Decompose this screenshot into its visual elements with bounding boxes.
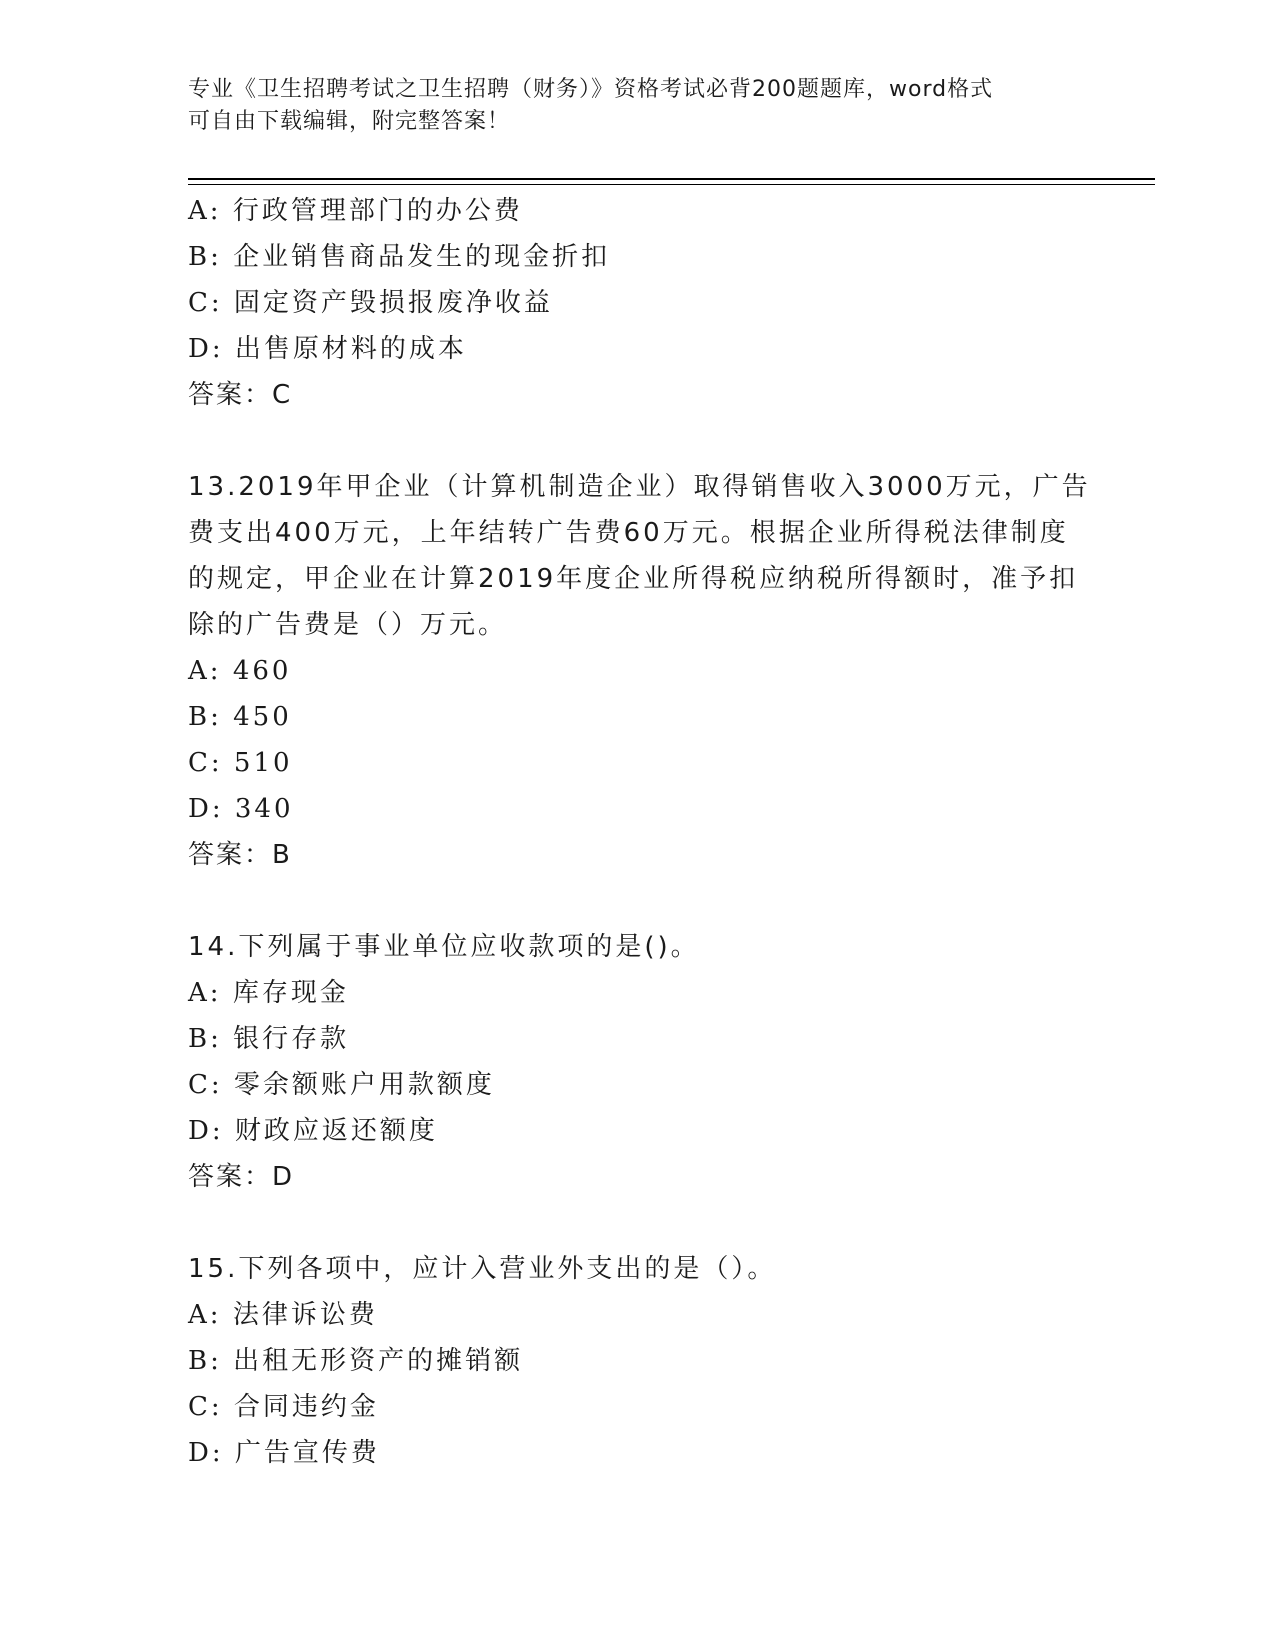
option-letter: C:	[188, 1070, 223, 1100]
option-text: 银行存款	[233, 1024, 350, 1054]
option-a	[188, 970, 1088, 1016]
option-c	[188, 740, 1088, 786]
option-b	[188, 1016, 1088, 1062]
option-c	[188, 280, 1088, 326]
answer-line: 答案：C	[188, 380, 293, 410]
option-letter: A:	[188, 978, 222, 1008]
option-letter: A:	[188, 1300, 222, 1330]
option-b	[188, 1338, 1088, 1384]
option-d	[188, 1108, 1088, 1154]
option-d	[188, 326, 1088, 372]
option-text: 450	[233, 702, 292, 732]
option-text: 出租无形资产的摊销额	[233, 1346, 524, 1376]
option-text: 340	[234, 794, 294, 824]
spacer	[188, 878, 1088, 924]
spacer	[188, 1200, 1088, 1246]
question-list	[188, 188, 1091, 1476]
option-d	[188, 786, 1088, 832]
document-header	[188, 74, 1088, 138]
spacer	[188, 418, 1088, 464]
option-letter: B:	[188, 1346, 222, 1376]
option-text: 合同违约金	[233, 1392, 379, 1422]
option-letter: A:	[188, 196, 222, 226]
option-text: 零余额账户用款额度	[233, 1070, 495, 1100]
option-letter: C:	[188, 1392, 223, 1422]
option-d	[188, 1430, 1088, 1476]
option-letter: C:	[188, 288, 223, 318]
header-line-2: 可自由下载编辑，附完整答案！	[188, 109, 511, 134]
option-a	[188, 188, 1088, 234]
question-12-options	[188, 188, 1088, 418]
option-b	[188, 234, 1088, 280]
question-text-line: 除的广告费是（）万元。	[188, 610, 508, 640]
header-line-1: 专业《卫生招聘考试之卫生招聘（财务）》资格考试必背200题题库，word格式	[188, 77, 994, 102]
question-text-line: 的规定，甲企业在计算2019年度企业所得税应纳税所得额时，准予扣	[188, 564, 1079, 594]
option-text: 企业销售商品发生的现金折扣	[233, 242, 611, 272]
question-15	[188, 1246, 1088, 1476]
option-letter: D:	[188, 794, 224, 824]
option-b	[188, 694, 1088, 740]
header-divider-thin	[188, 184, 1155, 185]
option-letter: A:	[188, 656, 222, 686]
option-text: 出售原材料的成本	[234, 334, 467, 364]
option-a	[188, 648, 1088, 694]
option-letter: B:	[188, 242, 222, 272]
option-text: 广告宣传费	[234, 1438, 380, 1468]
option-text: 法律诉讼费	[232, 1300, 378, 1330]
question-13	[188, 464, 1091, 878]
option-letter: B:	[188, 702, 222, 732]
option-c	[188, 1384, 1088, 1430]
header-divider	[188, 178, 1155, 180]
option-text: 460	[232, 656, 292, 686]
option-letter: D:	[188, 1116, 224, 1146]
question-text: 14.下列属于事业单位应收款项的是()。	[188, 932, 700, 962]
option-text: 固定资产毁损报废净收益	[233, 288, 553, 318]
option-text: 库存现金	[232, 978, 349, 1008]
option-text: 财政应返还额度	[234, 1116, 438, 1146]
answer-line: 答案：D	[188, 1162, 295, 1192]
question-text-line: 13.2019年甲企业（计算机制造企业）取得销售收入3000万元，广告	[188, 472, 1091, 502]
question-14	[188, 924, 1088, 1200]
option-c	[188, 1062, 1088, 1108]
option-a	[188, 1292, 1088, 1338]
answer-line: 答案：B	[188, 840, 292, 870]
option-letter: C:	[188, 748, 223, 778]
option-letter: D:	[188, 334, 224, 364]
question-text: 15.下列各项中，应计入营业外支出的是（）。	[188, 1254, 777, 1284]
option-letter: B:	[188, 1024, 222, 1054]
option-text: 行政管理部门的办公费	[232, 196, 523, 226]
question-text-line: 费支出400万元，上年结转广告费60万元。根据企业所得税法律制度	[188, 518, 1069, 548]
option-text: 510	[233, 748, 293, 778]
option-letter: D:	[188, 1438, 224, 1468]
